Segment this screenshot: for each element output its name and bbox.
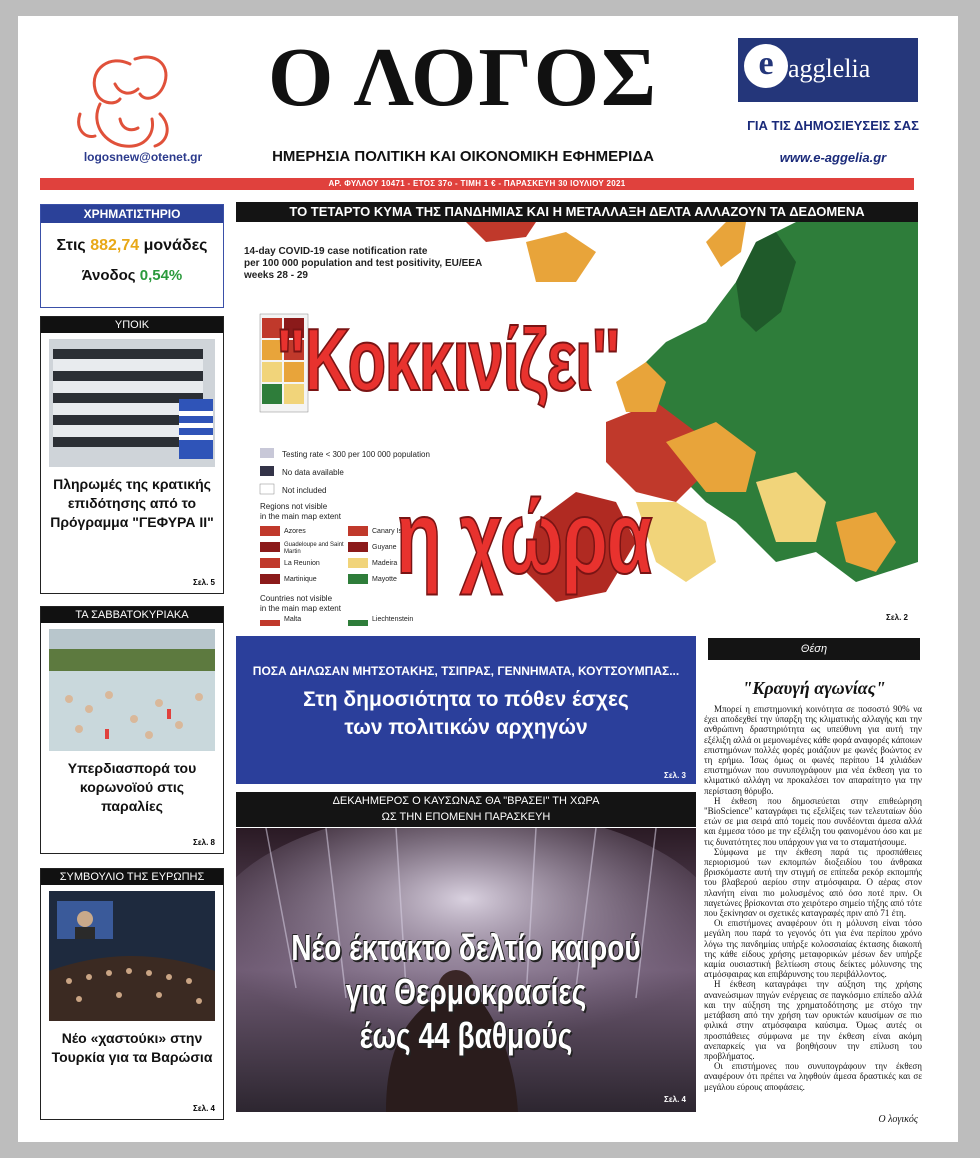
heatwave-kicker: ΔΕΚΑΗΜΕΡΟΣ Ο ΚΑΥΣΩΝΑΣ ΘΑ "ΒΡΑΣΕΙ" ΤΗ ΧΩΡΑ ΩΣ ΤΗΝ ΕΠΟΜΕΝΗ ΠΑΡΑΣΚΕΥΗ — [236, 792, 696, 827]
sidebar-section-label: ΣΥΜΒΟΥΛΙΟ ΤΗΣ ΕΥΡΩΠΗΣ — [41, 869, 223, 885]
sidebar-story-title: Νέο «χαστούκι» στην Τουρκία για τα Βαρώσια — [51, 1030, 213, 1065]
legend-item: No data available — [282, 468, 344, 477]
lead-headline-line1: "Κοκκινίζει" — [276, 310, 620, 409]
region-label: La Reunion — [284, 560, 320, 567]
assets-page-ref: Σελ. 3 — [664, 771, 686, 780]
sidebar-story-title: Πληρωμές της κρατικής επιδότησης από το Πρόγραμμα "ΓΕΦΥΡΑ ΙΙ" — [50, 476, 214, 530]
sidebar-story-page: Σελ. 5 — [193, 578, 215, 587]
council-chamber-photo — [49, 891, 215, 1021]
map-chart-title: 14-day COVID-19 case notification rate per 100 000 population and test positivity, EU/EEA weeks 28 - 29 — [244, 246, 483, 281]
thesis-paragraph: Σύμφωνα με την έκθεση παρά τις προσπάθειες περιορισμού των εκπομπών διοξειδίου του άνθρακα βρισκόμαστε αυτή την στιγμή σε επίπεδα ρεκόρ εκπομπής του βλαβερού αερίου στην ατμόσφαιρα. Ο αέρας στον πλανήτη είναι πιο μολυσμένος από όσο ποτέ πριν. Οι παγετώνες βρίσκονται στο χειρότερο σημείο τήξης από τότε που ξεκίνησαν οι σχετικές καταγραφές πριν από 71 έτη. — [704, 846, 922, 919]
ad-url[interactable]: www.e-aggelia.gr — [779, 150, 887, 165]
ad-tagline: ΓΙΑ ΤΙΣ ΔΗΜΟΣΙΕΥΣΕΙΣ ΣΑΣ — [747, 118, 919, 133]
thesis-paragraph: Η έκθεση καταγράφει την αύξηση της χρήσης ανανεώσιμων πηγών ενέργειας σε παγκόσμιο επίπεδο αλλά και την αύξηση της χρηματοδότησης με στόχο την μετάβαση από την χρήση των ορυκτών καυσίμων σε πιο φιλικά στην ατμόσφαιρα καύσιμα. Όμως αυτές οι προσπάθειες σύμφωνα με την έκθεση είναι ακόμη ανεπαρκείς για να βοηθήσουν την επίλυση του προβλήματος. — [704, 979, 922, 1061]
ad-logo-letter: e — [744, 44, 788, 88]
lead-story-map[interactable] — [236, 222, 918, 626]
sidebar-section-label: ΤΑ ΣΑΒΒΑΤΟΚΥΡΙΑΚΑ — [41, 607, 223, 623]
newspaper-logo-illustration — [60, 44, 190, 164]
stock-change-line: Άνοδος 0,54% — [81, 267, 183, 284]
heatwave-page-ref: Σελ. 4 — [664, 1095, 686, 1104]
region-label: Guyane — [372, 544, 397, 551]
newspaper-title: Ο ΛΟΓΟΣ — [267, 31, 659, 124]
assets-story[interactable] — [236, 636, 696, 784]
region-label: Martinique — [284, 576, 317, 583]
stock-change: 0,54% — [139, 267, 183, 284]
ministry-building-photo — [49, 339, 215, 467]
thesis-section-label: Θέση — [708, 638, 920, 660]
thesis-paragraph: Οι επιστήμονες αναφέρουν ότι η μόλυνση είναι τόσο μεγάλη που παρά το γεγονός ότι για ένα περίπου χρόνο λόγω της πανδημίας υπήρξε κολοσσιαίας έκτασης διακοπή της κάθε είδους χρήσης μεταφορικών μέσων δεν υπήρξε καμία ουσιαστική βελτίωση στους δείκτες μόλυνσης της ατμόσφαιρας και επιβάρυνσης του περιβάλλοντος. — [704, 918, 922, 980]
assets-kicker: ΠΟΣΑ ΔΗΛΩΣΑΝ ΜΗΤΣΟΤΑΚΗΣ, ΤΣΙΠΡΑΣ, ΓΕΝΝΗΜΑΤΑ, ΚΟΥΤΣΟΥΜΠΑΣ... — [252, 664, 680, 678]
issue-info-bar: ΑΡ. ΦΥΛΛΟΥ 10471 - ΕΤΟΣ 37ο - ΤΙΜΗ 1 € - ΠΑΡΑΣΚΕΥΗ 30 ΙΟΥΛΙΟΥ 2021 — [40, 178, 914, 190]
contact-email[interactable]: logosnew@otenet.gr — [83, 150, 203, 164]
thesis-paragraph: Μπορεί η επιστημονική κοινότητα σε ποσοστό 90% να έχει αποδεχθεί την ύπαρξη της κλιματικής αλλαγής και την ανθρώπινη δραστηριότητα ως υπεύθυνη για αυτή την εξέλιξη αλλά οι μεμονωμένες κάθε φορά αναφορές κάποιων επιστημόνων πολλές φορές μοιάζουν με φωνές βοώντος εν τη ερήμω. Ίσως όμως οι φωνές περίπου 14 χιλιάδων επιστημόνων που συνυπογράφουν μια νέα έκθεση για το κλιματικό αλλάγη να προκαλέσει τον απαραίτητο για την περίσταση θόρυβο. — [704, 704, 922, 796]
legend-item: Testing rate < 300 per 100 000 population — [282, 450, 430, 459]
sidebar-story-page: Σελ. 4 — [193, 1104, 215, 1113]
legend-regions-heading: Regions not visible in the main map extent — [260, 502, 341, 521]
thesis-title: "Κραυγή αγωνίας" — [742, 678, 886, 698]
region-label: Mayotte — [372, 576, 397, 583]
region-label: Madeira — [372, 560, 398, 567]
sidebar-story-finance[interactable] — [40, 316, 224, 594]
ad-logo-text: agglelia — [788, 54, 871, 83]
lead-headline-line2: η χώρα — [396, 480, 652, 596]
legend-countries-heading: Countries not visible in the main map extent — [260, 594, 341, 613]
sidebar-story-page: Σελ. 8 — [193, 838, 215, 847]
stock-points-line: Στις 882,74 μονάδες — [56, 237, 208, 254]
sidebar-story-beaches[interactable] — [40, 606, 224, 854]
sidebar-section-label: ΥΠΟΙΚ — [41, 317, 223, 333]
heatwave-title: Νέο έκτακτο δελτίο καιρού για Θερμοκρασίες έως 44 βαθμούς — [291, 927, 641, 1056]
thesis-paragraph: Η έκθεση που δημοσιεύεται στην επιθεώρηση "BioScience" καταγράφει τις εξελίξεις των τελευταίων δύο ετών σε μια σειρά από τομείς που συνδέονται άμεσα αλλά και έμμεσα τόσο με την εξέλιξη του φαινομένου όσο και με τις δυνατότητες που υπάρχουν για να το σταματήσουμε. — [704, 795, 922, 847]
legend-item: Not included — [282, 486, 327, 495]
lead-page-ref: Σελ. 2 — [886, 613, 908, 622]
region-label: Canary Is. — [372, 528, 404, 535]
heatwave-story[interactable] — [236, 828, 696, 1112]
assets-title: Στη δημοσιότητα το πόθεν έσχες των πολιτικών αρχηγών — [303, 688, 629, 739]
stock-exchange-box — [40, 204, 224, 308]
newspaper-subtitle: ΗΜΕΡΗΣΙΑ ΠΟΛΙΤΙΚΗ ΚΑΙ ΟΙΚΟΝΟΜΙΚΗ ΕΦΗΜΕΡΙΔΑ — [272, 148, 654, 165]
country-label: Liechtenstein — [372, 616, 414, 623]
front-page — [18, 16, 958, 1142]
stock-heading: ΧΡΗΜΑΤΙΣΤΗΡΙΟ — [41, 205, 223, 223]
thesis-signature: Ο λογικός — [878, 1114, 918, 1125]
lead-story-banner: ΤΟ ΤΕΤΑΡΤΟ ΚΥΜΑ ΤΗΣ ΠΑΝΔΗΜΙΑΣ ΚΑΙ Η ΜΕΤΑΛΛΑΞΗ ΔΕΛΤΑ ΑΛΛΑΖΟΥΝ ΤΑ ΔΕΔΟΜΕΝΑ — [236, 202, 918, 222]
thesis-body — [704, 704, 922, 1092]
stock-points: 882,74 — [90, 237, 140, 254]
beach-crowd-photo — [49, 629, 215, 751]
country-label: Malta — [284, 616, 302, 623]
sidebar-story-title: Υπερδιασπορά του κορωνοϊού στις παραλίες — [67, 760, 197, 814]
region-label: Guadeloupe and Saint Martin — [284, 542, 344, 555]
region-label: Azores — [284, 528, 306, 535]
thesis-paragraph: Οι επιστήμονες που συνυπογράφουν την έκθεση αναφέρουν ότι πρέπει να ληφθούν άμεσα δραστικές και σε μεγάλου εύρους αποφάσεις. — [704, 1061, 922, 1092]
sidebar-story-council[interactable] — [40, 868, 224, 1120]
